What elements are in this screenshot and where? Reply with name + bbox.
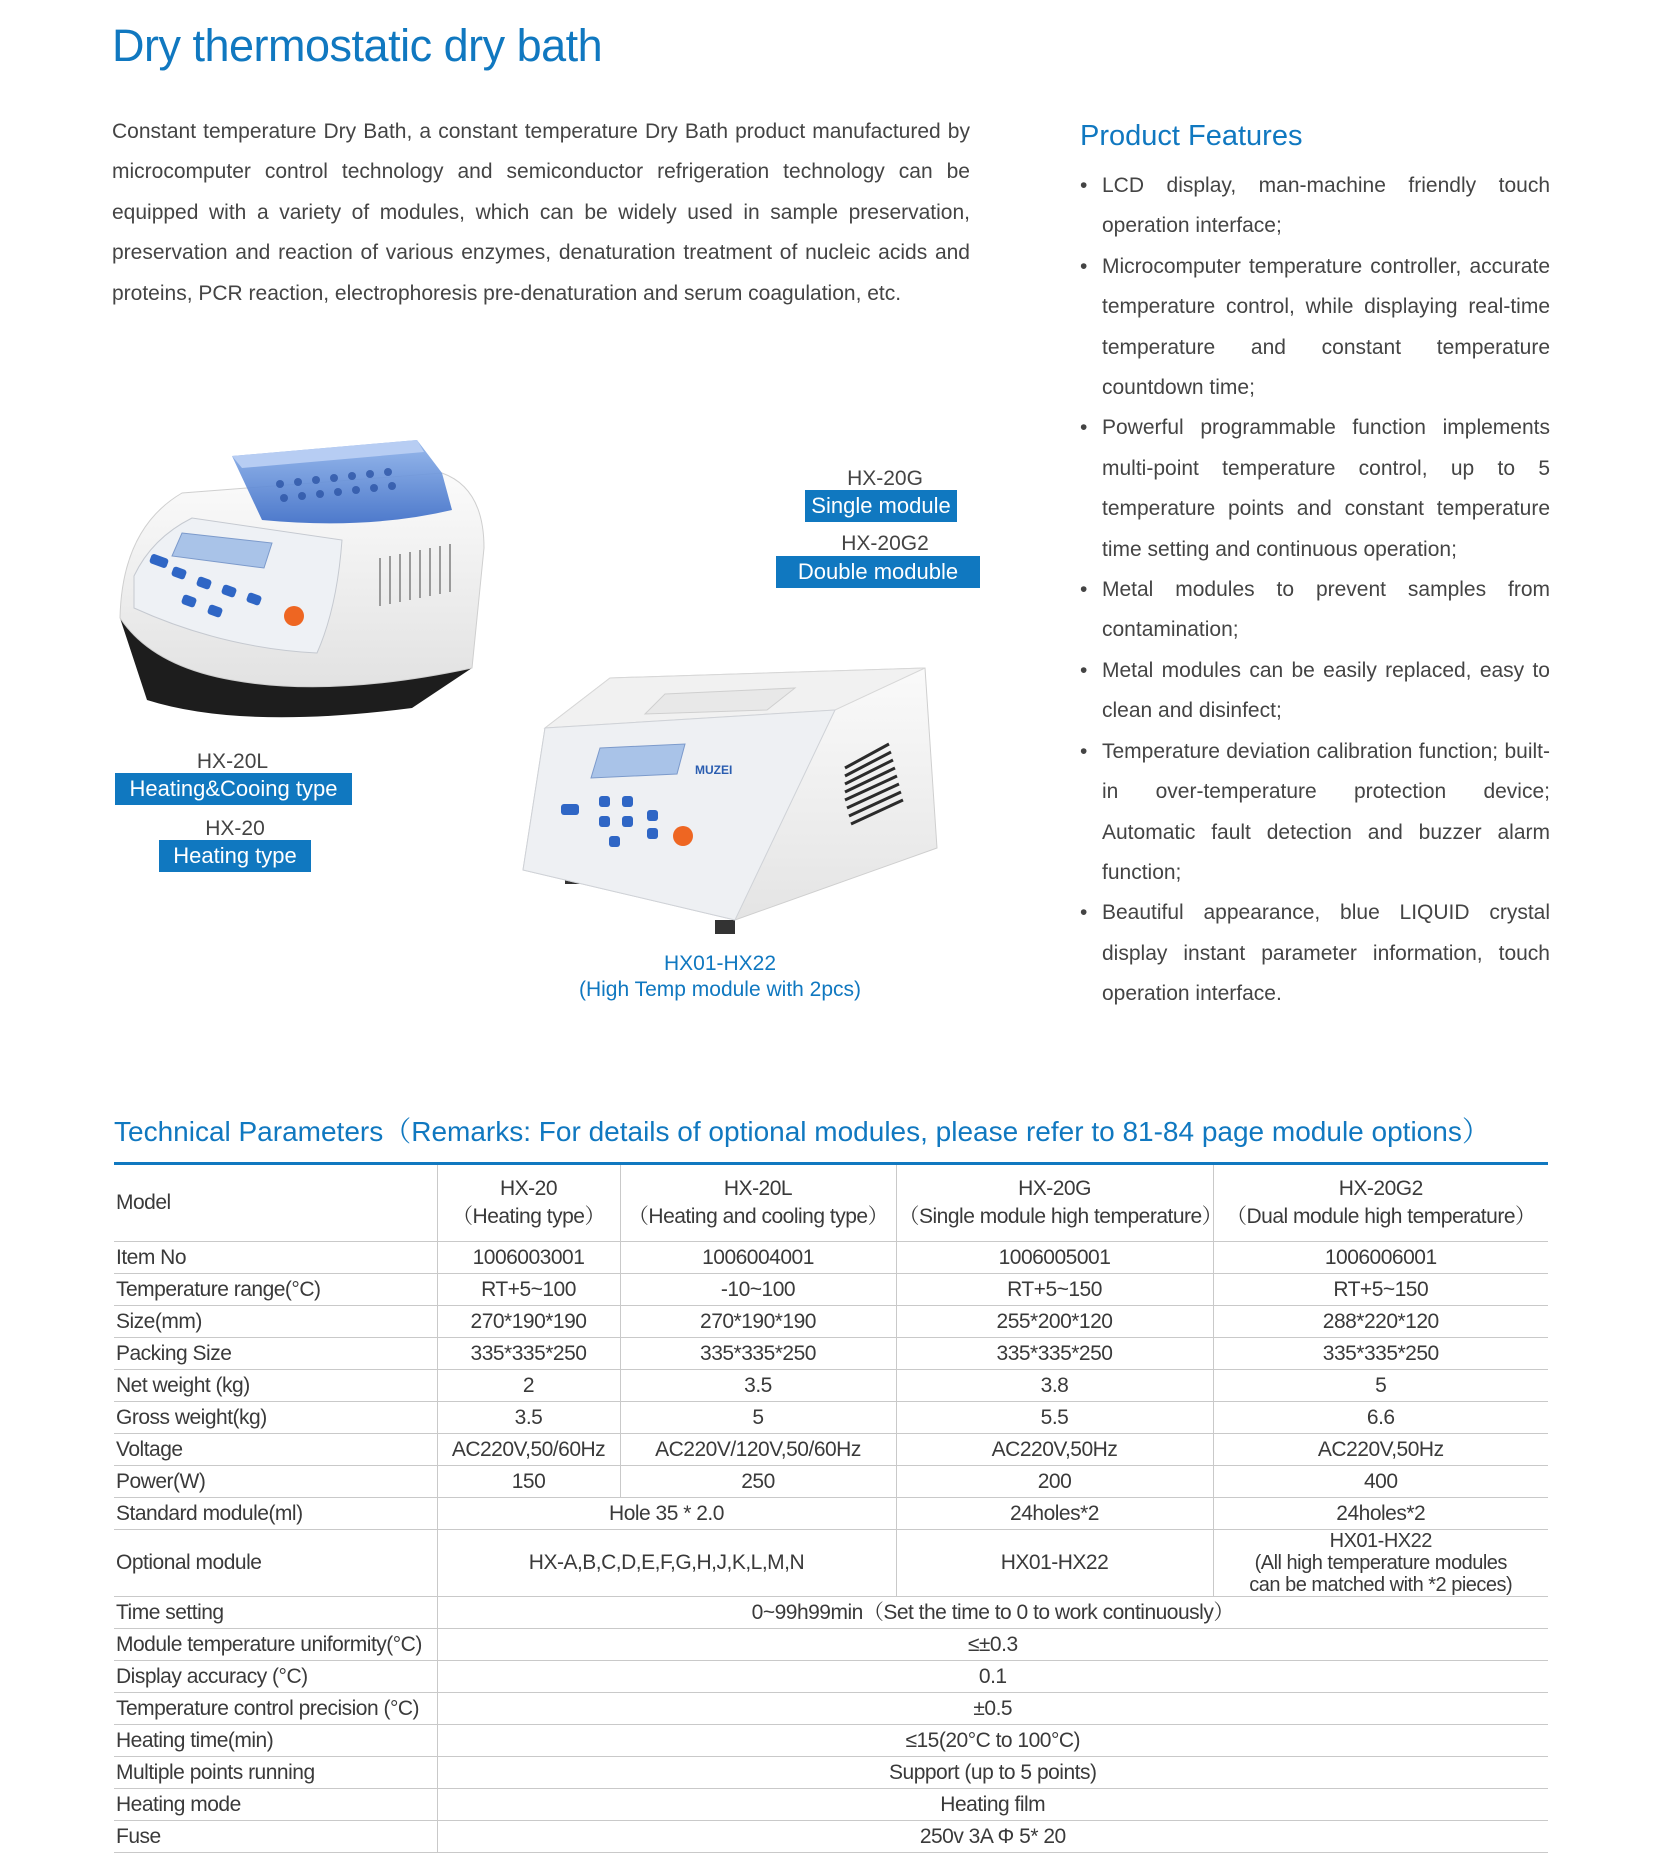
table-cell: 0.1: [437, 1661, 1548, 1693]
dry-bath-device-image: [112, 418, 492, 728]
table-row: [114, 1530, 1548, 1597]
model-name: HX-20G: [1018, 1177, 1091, 1200]
hx20l-type-badge: Heating&Cooing type: [115, 773, 352, 805]
feature-item: • Beautiful appearance, blue LIQUID crystal display instant parameter information, touch operation interface.: [1080, 893, 1550, 1014]
table-cell: 335*335*250: [437, 1338, 620, 1370]
cell-line: HX01-HX22: [1329, 1530, 1432, 1552]
table-row: [114, 1661, 1548, 1693]
feature-item: • LCD display, man-machine friendly touch operation interface;: [1080, 166, 1550, 247]
table-row: [114, 1757, 1548, 1789]
model-name: HX-20G2: [1338, 1177, 1423, 1200]
model-label-cell: Model: [114, 1164, 437, 1242]
table-cell: AC220V,50Hz: [896, 1434, 1213, 1466]
table-cell: 6.6: [1213, 1402, 1548, 1434]
table-cell: 3.5: [437, 1402, 620, 1434]
model-name: HX-20L: [723, 1177, 793, 1200]
row-label: Heating mode: [114, 1789, 437, 1821]
table-cell: 3.8: [896, 1370, 1213, 1402]
table-cell: 335*335*250: [896, 1338, 1213, 1370]
model-cell: [620, 1164, 896, 1242]
table-cell: 288*220*120: [1213, 1306, 1548, 1338]
row-label: Multiple points running: [114, 1757, 437, 1789]
table-cell: HX-A,B,C,D,E,F,G,H,J,K,L,M,N: [437, 1530, 896, 1597]
hx20l-model-label: HX-20L: [196, 750, 269, 773]
table-cell: AC220V,50Hz: [1213, 1434, 1548, 1466]
hx20-type-badge: Heating type: [159, 840, 311, 872]
row-label: Standard module(ml): [114, 1498, 437, 1530]
table-row: [114, 1402, 1548, 1434]
row-label: Voltage: [114, 1434, 437, 1466]
hx20g2-model-label: HX-20G2: [841, 532, 929, 555]
table-cell: 3.5: [620, 1370, 896, 1402]
table-cell: [1213, 1530, 1548, 1597]
row-label: Power(W): [114, 1466, 437, 1498]
table-row: [114, 1629, 1548, 1661]
table-cell: 250v 3A Φ 5* 20: [437, 1821, 1548, 1853]
table-cell: 5: [620, 1402, 896, 1434]
table-cell: 5: [1213, 1370, 1548, 1402]
features-title: Product Features: [1080, 120, 1303, 152]
table-cell: RT+5~150: [896, 1274, 1213, 1306]
row-label: Gross weight(kg): [114, 1402, 437, 1434]
table-cell: 335*335*250: [620, 1338, 896, 1370]
row-label: Display accuracy (°C): [114, 1661, 437, 1693]
model-cell: [896, 1164, 1223, 1242]
table-cell: ≤15(20°C to 100°C): [437, 1725, 1548, 1757]
row-label: Temperature control precision (°C): [114, 1693, 437, 1725]
table-cell: 1006005001: [896, 1242, 1213, 1274]
hx20g-model-label: HX-20G: [847, 467, 923, 490]
table-row: [114, 1274, 1548, 1306]
table-cell: AC220V,50/60Hz: [437, 1434, 620, 1466]
page-title: Dry thermostatic dry bath: [112, 20, 603, 71]
table-cell: 255*200*120: [896, 1306, 1213, 1338]
table-row: [114, 1306, 1548, 1338]
row-label: Packing Size: [114, 1338, 437, 1370]
row-label: Item No: [114, 1242, 437, 1274]
cell-line: can be matched with *2 pieces): [1249, 1574, 1513, 1596]
table-row: [114, 1597, 1548, 1629]
table-cell: ±0.5: [437, 1693, 1548, 1725]
table-cell: -10~100: [620, 1274, 896, 1306]
model-name: HX-20: [499, 1177, 558, 1200]
table-cell: 2: [437, 1370, 620, 1402]
table-cell: 1006006001: [1213, 1242, 1548, 1274]
table-header-row: [114, 1164, 1548, 1242]
table-cell: AC220V/120V,50/60Hz: [620, 1434, 896, 1466]
row-label: Optional module: [114, 1530, 437, 1597]
dry-bath-high-temp-image: [505, 648, 945, 938]
table-cell: 270*190*190: [437, 1306, 620, 1338]
table-cell: HX01-HX22: [896, 1530, 1213, 1597]
table-row: [114, 1498, 1548, 1530]
hx20g2-type-badge: Double moduble: [776, 556, 980, 588]
feature-item: • Microcomputer temperature controller, accurate temperature control, while displaying real-time temperature and constant temperature countdown time;: [1080, 247, 1550, 409]
table-cell: 24holes*2: [1213, 1498, 1548, 1530]
hx20g-type-badge: Single module: [805, 490, 957, 522]
tech-params-title: Technical Parameters（Remarks: For details of optional modules, please refer to 81-84 page module options）: [114, 1116, 1490, 1147]
feature-item: • Metal modules can be easily replaced, easy to clean and disinfect;: [1080, 651, 1550, 732]
table-cell: 0~99h99min（Set the time to 0 to work continuously）: [437, 1597, 1548, 1629]
table-cell: 1006003001: [437, 1242, 620, 1274]
table-row: [114, 1466, 1548, 1498]
table-cell: 335*335*250: [1213, 1338, 1548, 1370]
table-row: [114, 1693, 1548, 1725]
row-label: Size(mm): [114, 1306, 437, 1338]
table-cell: RT+5~100: [437, 1274, 620, 1306]
model-cell: [1213, 1164, 1548, 1242]
table-cell: 5.5: [896, 1402, 1213, 1434]
model-cell: [437, 1164, 620, 1242]
row-label: Time setting: [114, 1597, 437, 1629]
table-cell: 1006004001: [620, 1242, 896, 1274]
row-label: Heating time(min): [114, 1725, 437, 1757]
table-cell: 200: [896, 1466, 1213, 1498]
model-type: （Heating type）: [452, 1205, 605, 1228]
row-label: Temperature range(°C): [114, 1274, 437, 1306]
model-type: （Single module high temperature）: [898, 1205, 1223, 1228]
feature-item: • Temperature deviation calibration function; built-in over-temperature protection device; Automatic fault detection and buzzer alarm function;: [1080, 732, 1550, 894]
table-cell: 24holes*2: [896, 1498, 1213, 1530]
feature-item: • Metal modules to prevent samples from contamination;: [1080, 570, 1550, 651]
table-row: [114, 1789, 1548, 1821]
model-type: （Heating and cooling type）: [627, 1205, 889, 1228]
table-row: [114, 1821, 1548, 1853]
row-label: Net weight (kg): [114, 1370, 437, 1402]
model-type: （Dual module high temperature）: [1226, 1205, 1536, 1228]
table-row: [114, 1338, 1548, 1370]
table-row: [114, 1725, 1548, 1757]
table-cell: 150: [437, 1466, 620, 1498]
table-cell: Support (up to 5 points): [437, 1757, 1548, 1789]
table-row: [114, 1370, 1548, 1402]
feature-item: • Powerful programmable function implements multi-point temperature control, up to 5 temperature points and constant temperature time setting and continuous operation;: [1080, 408, 1550, 570]
table-cell: RT+5~150: [1213, 1274, 1548, 1306]
module-model-label: HX01-HX22: [663, 952, 777, 975]
features-list: [1080, 166, 1550, 1015]
row-label: Module temperature uniformity(°C): [114, 1629, 437, 1661]
tech-params-table: [114, 1162, 1548, 1853]
intro-paragraph: Constant temperature Dry Bath, a constant temperature Dry Bath product manufactured by microcomputer control technology and semiconductor refrigeration technology can be equipped with a variety of modules, which can be widely used in sample preservation, preservation and reaction of various enzymes, denaturation treatment of nucleic acids and proteins, PCR reaction, electrophoresis pre-denaturation and serum coagulation, etc.: [112, 120, 970, 305]
row-label: Fuse: [114, 1821, 437, 1853]
table-cell: Heating film: [437, 1789, 1548, 1821]
cell-line: (All high temperature modules: [1254, 1552, 1507, 1574]
module-desc-label: (High Temp module with 2pcs): [578, 978, 862, 1001]
device-brand-label: MUZEI: [695, 763, 733, 777]
table-row: [114, 1242, 1548, 1274]
table-cell: 270*190*190: [620, 1306, 896, 1338]
table-cell: Hole 35 * 2.0: [437, 1498, 896, 1530]
table-cell: ≤±0.3: [437, 1629, 1548, 1661]
table-cell: 400: [1213, 1466, 1548, 1498]
table-row: [114, 1434, 1548, 1466]
hx20-model-label: HX-20: [205, 817, 265, 840]
table-cell: 250: [620, 1466, 896, 1498]
